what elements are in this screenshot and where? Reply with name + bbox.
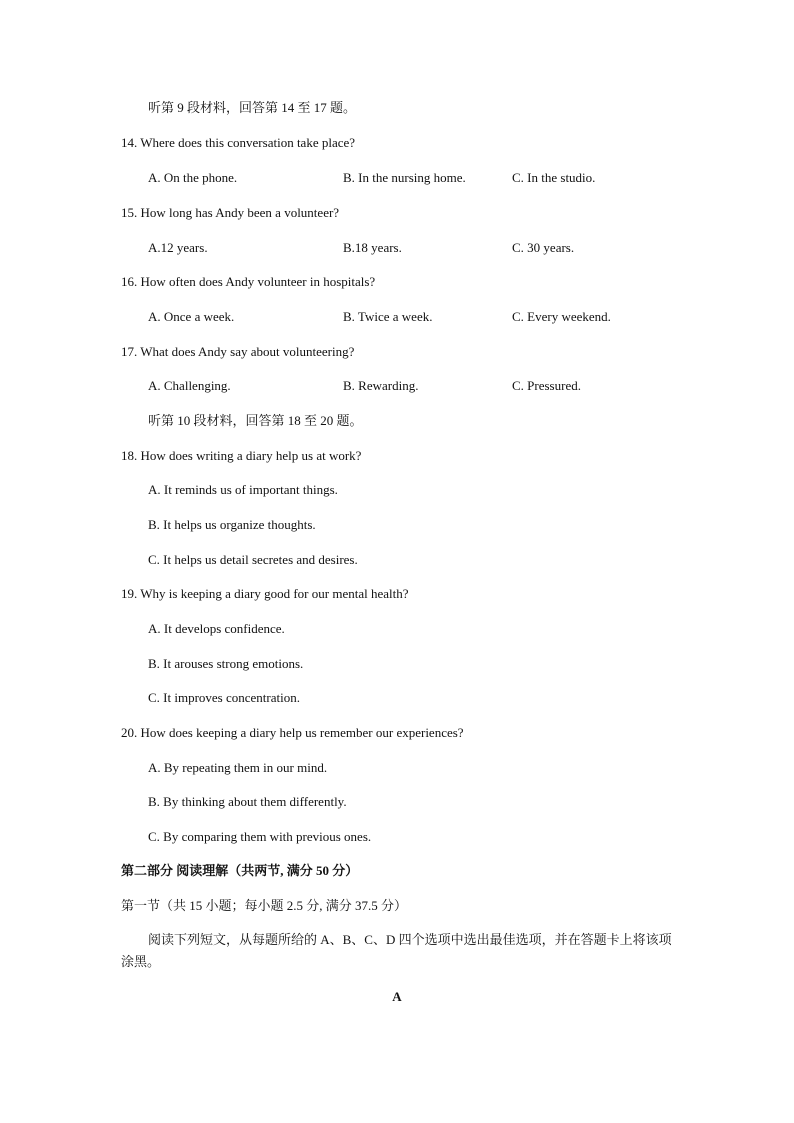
- instruction-text-9: 听第 9 段材料，回答第 14 至 17 题。: [148, 100, 357, 115]
- q14-option-c: C. In the studio.: [512, 170, 596, 185]
- q15-option-b: B.18 years.: [343, 240, 402, 255]
- q20-option-c: C. By comparing them with previous ones.: [148, 829, 372, 844]
- q20-option-a: A. By repeating them in our mind.: [148, 760, 328, 775]
- part-two-title: 第二部分 阅读理解（共两节, 满分 50 分）: [121, 863, 359, 878]
- q16-option-c: C. Every weekend.: [512, 309, 611, 324]
- passage-label: A: [392, 989, 402, 1004]
- reading-instruction: 阅读下列短文，从每题所给的 A、B、C、D 四个选项中选出最佳选项，并在答题卡上将该项涂黑。: [121, 932, 672, 969]
- q19-option-c: C. It improves concentration.: [148, 690, 300, 705]
- question-19: 19. Why is keeping a diary good for our mental health?: [121, 586, 409, 601]
- q19-option-b: B. It arouses strong emotions.: [148, 656, 304, 671]
- subsection-title: 第一节（共 15 小题；每小题 2.5 分, 满分 37.5 分）: [121, 898, 408, 913]
- q18-option-c: C. It helps us detail secretes and desires.: [148, 552, 358, 567]
- question-18: 18. How does writing a diary help us at work?: [121, 448, 362, 463]
- q16-option-b: B. Twice a week.: [343, 309, 433, 324]
- question-16: 16. How often does Andy volunteer in hospitals?: [121, 274, 376, 289]
- q17-option-c: C. Pressured.: [512, 378, 581, 393]
- q15-option-c: C. 30 years.: [512, 240, 575, 255]
- q17-option-a: A. Challenging.: [148, 378, 231, 393]
- question-17: 17. What does Andy say about volunteering?: [121, 344, 355, 359]
- q14-option-b: B. In the nursing home.: [343, 170, 466, 185]
- q15-option-a: A.12 years.: [148, 240, 208, 255]
- question-15: 15. How long has Andy been a volunteer?: [121, 205, 340, 220]
- q17-option-b: B. Rewarding.: [343, 378, 419, 393]
- q18-option-a: A. It reminds us of important things.: [148, 482, 338, 497]
- q16-option-a: A. Once a week.: [148, 309, 235, 324]
- question-14: 14. Where does this conversation take place?: [121, 135, 356, 150]
- instruction-text-10: 听第 10 段材料，回答第 18 至 20 题。: [148, 413, 363, 428]
- q20-option-b: B. By thinking about them differently.: [148, 794, 347, 809]
- q18-option-b: B. It helps us organize thoughts.: [148, 517, 316, 532]
- question-20: 20. How does keeping a diary help us remember our experiences?: [121, 725, 464, 740]
- q19-option-a: A. It develops confidence.: [148, 621, 285, 636]
- q14-option-a: A. On the phone.: [148, 170, 238, 185]
